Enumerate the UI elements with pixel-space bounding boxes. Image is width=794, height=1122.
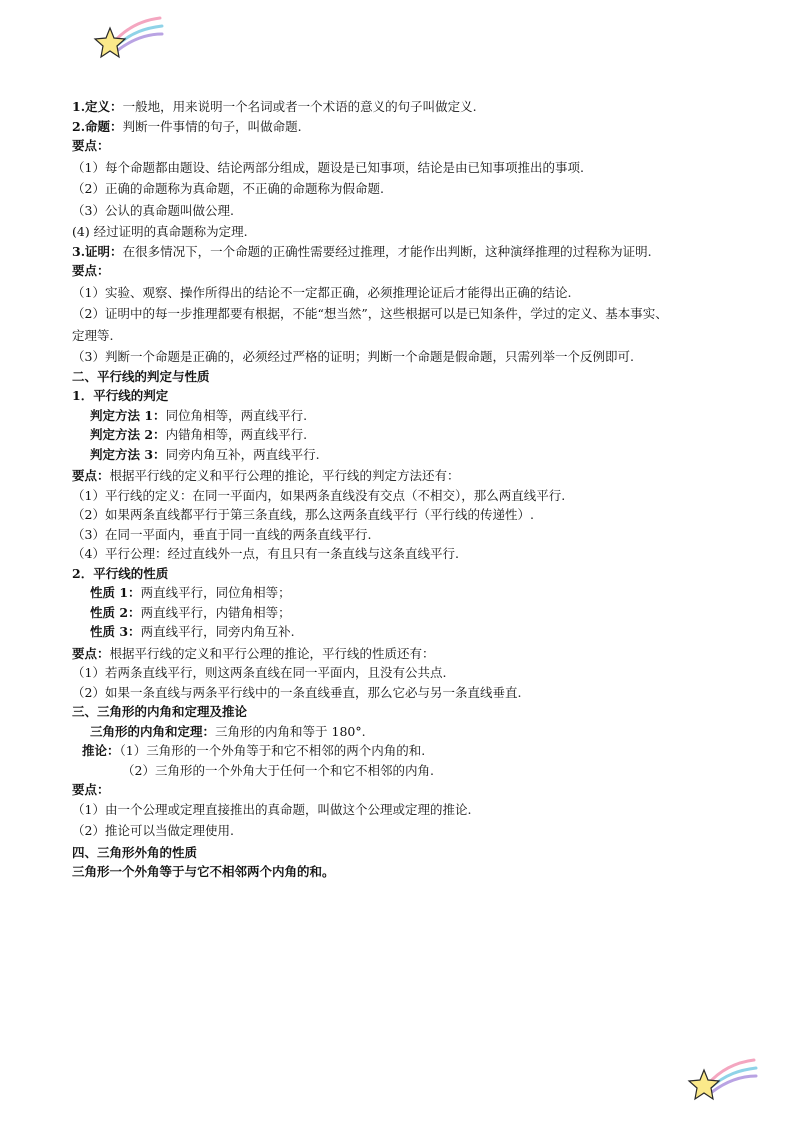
key-points-line: 要点：根据平行线的定义和平行公理的推论，平行线的性质还有： [72, 645, 435, 661]
list-item: （1）每个命题都由题设、结论两部分组成，题设是已知事项，结论是由已知事项推出的事项. [72, 159, 584, 175]
list-item: （2）如果两条直线都平行于第三条直线，那么这两条直线平行（平行线的传递性）. [72, 507, 534, 522]
definition-line: 1.定义：一般地，用来说明一个名词或者一个术语的意义的句子叫做定义. [72, 99, 477, 114]
corollary-line: 推论：（1）三角形的一个外角等于和它不相邻的两个内角的和. [82, 743, 426, 758]
list-item: （2）如果一条直线与两条平行线中的一条直线垂直，那么它必与另一条直线垂直. [72, 684, 522, 700]
list-item: （1）由一个公理或定理直接推出的真命题，叫做这个公理或定理的推论. [72, 801, 472, 817]
list-item: （3）在同一平面内，垂直于同一直线的两条直线平行. [72, 526, 372, 542]
list-item: （2）推论可以当做定理使用. [72, 823, 234, 838]
key-points-label: 要点： [72, 138, 110, 153]
subsection-heading: 2．平行线的性质 [72, 565, 169, 581]
theorem-line: 三角形的内角和定理：三角形的内角和等于 180°. [90, 723, 366, 739]
method-line: 判定方法 2：内错角相等，两直线平行. [90, 427, 308, 442]
list-item: （1）若两条直线平行，则这两条直线在同一平面内，且没有公共点. [72, 665, 447, 680]
list-item: （2）证明中的每一步推理都要有根据，不能“想当然”，这些根据可以是已知条件，学过的定义、基本事实、 [72, 306, 668, 321]
property-line: 性质 3：两直线平行，同旁内角互补. [90, 624, 295, 639]
list-item: (4) 经过证明的真命题称为定理. [72, 224, 248, 239]
property-line: 性质 1：两直线平行，同位角相等； [90, 585, 291, 600]
proposition-line: 2.命题：判断一件事情的句子，叫做命题. [72, 118, 302, 134]
proof-line: 3.证明：在很多情况下，一个命题的正确性需要经过推理，才能作出判断，这种演绎推理的过程称为证明. [72, 243, 652, 259]
list-item: （3）公认的真命题叫做公理. [72, 202, 234, 218]
shooting-star-icon [686, 1054, 758, 1104]
subsection-heading: 1．平行线的判定 [72, 388, 169, 403]
section-text: 三角形一个外角等于与它不相邻两个内角的和。 [72, 864, 335, 879]
key-points-line: 要点：根据平行线的定义和平行公理的推论，平行线的判定方法还有： [72, 468, 460, 483]
method-line: 判定方法 1：同位角相等，两直线平行. [90, 407, 308, 423]
section-heading: 二、平行线的判定与性质 [72, 368, 210, 384]
shooting-star-icon [92, 12, 164, 62]
section-heading: 四、三角形外角的性质 [72, 844, 198, 860]
list-item: （2）正确的命题称为真命题，不正确的命题称为假命题. [72, 181, 384, 196]
method-line: 判定方法 3：同旁内角互补，两直线平行. [90, 446, 320, 462]
list-item: （1）平行线的定义：在同一平面内，如果两条直线没有交点（不相交），那么两直线平行. [72, 487, 566, 503]
list-item: 定理等. [72, 327, 114, 343]
section-heading: 三、三角形的内角和定理及推论 [72, 704, 248, 719]
key-points-label: 要点： [72, 263, 110, 278]
property-line: 性质 2：两直线平行，内错角相等； [90, 604, 291, 620]
corollary-line: （2）三角形的一个外角大于任何一个和它不相邻的内角. [122, 762, 434, 778]
list-item: （3）判断一个命题是正确的，必须经过严格的证明；判断一个命题是假命题，只需列举一个反例即可. [72, 349, 634, 364]
key-points-label: 要点： [72, 782, 110, 797]
list-item: （4）平行公理：经过直线外一点，有且只有一条直线与这条直线平行. [72, 546, 459, 561]
list-item: （1）实验、观察、操作所得出的结论不一定都正确，必须推理论证后才能得出正确的结论. [72, 284, 572, 300]
document-body [72, 97, 732, 882]
